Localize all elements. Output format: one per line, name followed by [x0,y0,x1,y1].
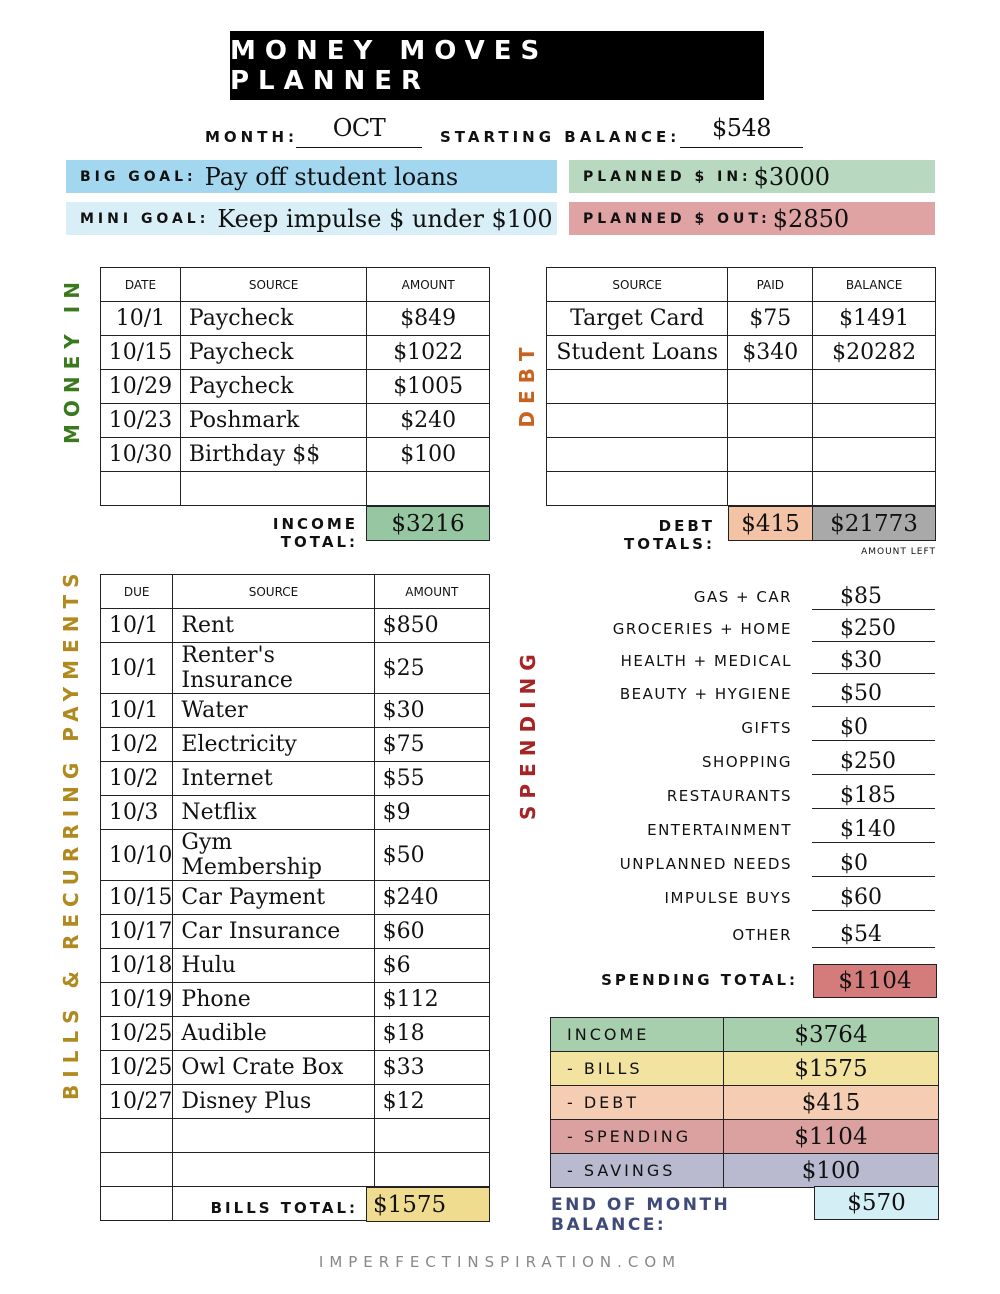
bills-header: DUE [101,575,173,609]
planned-in-label: PLANNED $ IN: [583,168,752,185]
bills-cell[interactable]: 10/3 [101,796,173,830]
bills-header: SOURCE [173,575,374,609]
summary-label: - BILLS [551,1052,724,1086]
summary-row [551,1018,939,1052]
starting-balance-value[interactable]: $548 [680,114,803,148]
table-row [547,438,936,472]
spending-item-amount[interactable]: $250 [812,749,935,775]
money-in-cell[interactable]: Paycheck [180,336,367,370]
bills-cell[interactable]: Car Payment [173,881,374,915]
debt-totals-label: DEBT TOTALS: [623,517,715,553]
summary-value[interactable]: $1575 [724,1052,939,1086]
money-in-cell[interactable]: Paycheck [180,302,367,336]
bills-cell[interactable]: 10/10 [101,830,173,881]
table-row [547,336,936,370]
money-in-header: SOURCE [180,268,367,302]
spending-item-name: HEALTH + MEDICAL [620,652,792,670]
bills-cell[interactable]: $75 [374,728,489,762]
summary-value[interactable]: $415 [724,1086,939,1120]
bills-cell[interactable]: Water [173,694,374,728]
debt-cell[interactable] [813,472,936,506]
bills-cell[interactable]: Phone [173,983,374,1017]
bills-cell[interactable]: Audible [173,1017,374,1051]
debt-cell[interactable] [813,438,936,472]
money-in-cell[interactable] [367,472,490,506]
debt-cell[interactable]: $340 [728,336,813,370]
money-in-cell[interactable] [180,472,367,506]
mini-goal-value[interactable]: Keep impulse $ under $100 [217,204,553,233]
table-row [101,728,490,762]
money-in-header: DATE [101,268,181,302]
bills-cell[interactable]: Electricity [173,728,374,762]
table-row [101,796,490,830]
debt-cell[interactable] [547,438,728,472]
table-row [101,1119,490,1153]
debt-paid-total[interactable]: $415 [728,506,813,541]
bills-cell[interactable]: 10/15 [101,881,173,915]
bills-cell[interactable]: $6 [374,949,489,983]
spending-item-amount[interactable]: $0 [812,715,935,741]
spending-item [560,881,935,911]
big-goal-band [66,160,557,193]
money-in-cell[interactable]: Paycheck [180,370,367,404]
bills-cell[interactable]: $12 [374,1085,489,1119]
bills-header: AMOUNT [374,575,489,609]
bills-cell[interactable]: $33 [374,1051,489,1085]
bills-cell[interactable]: 10/25 [101,1017,173,1051]
spending-item [560,580,935,610]
spending-item [560,813,935,843]
spending-item-amount[interactable]: $85 [812,584,935,610]
summary-row [551,1052,939,1086]
bills-cell[interactable]: 10/1 [101,609,173,643]
money-in-cell[interactable]: $1005 [367,370,490,404]
bills-cell[interactable]: 10/1 [101,694,173,728]
bills-cell[interactable]: Owl Crate Box [173,1051,374,1085]
bills-cell[interactable]: 10/2 [101,762,173,796]
planned-out-label: PLANNED $ OUT: [583,210,771,227]
planned-in-value[interactable]: $3000 [753,162,831,191]
debt-cell[interactable] [728,472,813,506]
debt-balance-total[interactable]: $21773 [812,506,936,541]
summary-table [550,1017,939,1188]
big-goal-value[interactable]: Pay off student loans [204,162,459,191]
planned-in-band [569,160,935,193]
table-row [547,370,936,404]
table-row [101,1153,490,1187]
debt-cell[interactable] [813,370,936,404]
bills-cell[interactable]: $60 [374,915,489,949]
table-header-row [101,268,490,302]
summary-value[interactable]: $100 [724,1154,939,1188]
summary-label: - SPENDING [551,1120,724,1154]
debt-header: BALANCE [813,268,936,302]
bills-cell[interactable]: 10/25 [101,1051,173,1085]
planned-out-band [569,202,935,235]
debt-cell[interactable]: $20282 [813,336,936,370]
bills-cell[interactable]: $18 [374,1017,489,1051]
table-row [101,609,490,643]
debt-cell[interactable] [547,370,728,404]
bills-cell[interactable]: Disney Plus [173,1085,374,1119]
spending-item [560,847,935,877]
spending-item-name: BEAUTY + HYGIENE [619,685,792,703]
table-row [101,404,490,438]
debt-section-label: DEBT [515,340,539,428]
spending-item [560,779,935,809]
summary-value[interactable]: $1104 [724,1120,939,1154]
table-row [101,983,490,1017]
income-total-label: INCOME TOTAL: [272,515,358,551]
mini-goal-band [66,202,557,235]
money-in-cell[interactable]: Poshmark [180,404,367,438]
month-value[interactable]: OCT [296,114,422,148]
money-in-cell[interactable]: $240 [367,404,490,438]
table-row [101,1017,490,1051]
table-row [101,1051,490,1085]
debt-cell[interactable] [728,404,813,438]
bills-cell[interactable]: Rent [173,609,374,643]
debt-cell[interactable] [728,370,813,404]
page-title: MONEY MOVES PLANNER [230,31,764,100]
spending-item-name: GAS + CAR [693,588,792,606]
bills-cell[interactable] [173,1119,374,1153]
debt-cell[interactable] [547,472,728,506]
spending-total-label: SPENDING TOTAL: [601,971,798,989]
debt-cell[interactable]: Target Card [547,302,728,336]
table-row [101,643,490,694]
debt-cell[interactable]: Student Loans [547,336,728,370]
big-goal-label: BIG GOAL: [80,168,197,185]
bills-cell[interactable] [374,1153,489,1187]
bills-cell[interactable]: $50 [374,830,489,881]
debt-cell[interactable]: $1491 [813,302,936,336]
money-in-cell[interactable] [101,472,181,506]
money-in-cell[interactable]: $100 [367,438,490,472]
bills-cell[interactable]: $112 [374,983,489,1017]
table-row [547,404,936,438]
spending-item-name: IMPULSE BUYS [664,889,792,907]
spending-item [560,644,935,674]
money-in-cell[interactable]: 10/15 [101,336,181,370]
money-in-cell[interactable]: $1022 [367,336,490,370]
money-in-header: AMOUNT [367,268,490,302]
spending-item-name: GIFTS [741,719,792,737]
spending-item-name: ENTERTAINMENT [647,821,792,839]
spending-section-label: SPENDING [516,647,540,820]
table-row [101,830,490,881]
debt-cell[interactable] [547,404,728,438]
table-row [101,302,490,336]
planned-out-value[interactable]: $2850 [772,204,850,233]
bills-cell[interactable]: $240 [374,881,489,915]
starting-balance-label: STARTING BALANCE: [440,128,681,146]
spending-item-amount[interactable]: $185 [812,783,935,809]
spending-item [560,677,935,707]
summary-value[interactable]: $3764 [724,1018,939,1052]
footer-website: IMPERFECTINSPIRATION.COM [318,1253,682,1271]
money-in-cell[interactable]: 10/29 [101,370,181,404]
spending-item [560,918,935,948]
table-row [101,336,490,370]
bills-table [100,574,490,1221]
spending-item-name: SHOPPING [702,753,792,771]
spending-item-name: UNPLANNED NEEDS [619,855,792,873]
money-in-cell[interactable]: 10/30 [101,438,181,472]
spending-item-amount[interactable]: $50 [812,681,935,707]
table-row [101,694,490,728]
summary-row [551,1120,939,1154]
bills-cell[interactable]: Internet [173,762,374,796]
debt-header: PAID [728,268,813,302]
money-in-cell[interactable]: $849 [367,302,490,336]
table-row [101,1085,490,1119]
end-of-month-balance-value[interactable]: $570 [814,1186,939,1220]
spending-item-amount[interactable]: $0 [812,851,935,877]
debt-header: SOURCE [547,268,728,302]
spending-item-amount[interactable]: $140 [812,817,935,843]
bills-cell[interactable] [101,1153,173,1187]
bills-cell[interactable]: Hulu [173,949,374,983]
spending-item [560,745,935,775]
bills-cell[interactable]: Renter's Insurance [173,643,374,694]
summary-label: - DEBT [551,1086,724,1120]
mini-goal-label: MINI GOAL: [80,210,210,227]
bills-cell[interactable]: 10/19 [101,983,173,1017]
end-of-month-balance-label: END OF MONTH BALANCE: [551,1195,731,1235]
table-row [101,472,490,506]
table-row [101,881,490,915]
bills-cell[interactable]: $850 [374,609,489,643]
table-row [101,438,490,472]
money-in-cell[interactable]: 10/23 [101,404,181,438]
bills-cell[interactable]: Netflix [173,796,374,830]
table-header-row [101,575,490,609]
money-in-cell[interactable]: 10/1 [101,302,181,336]
bills-cell[interactable] [173,1153,374,1187]
spending-total-value[interactable]: $1104 [813,964,937,998]
summary-label: - SAVINGS [551,1154,724,1188]
money-in-cell[interactable]: Birthday $$ [180,438,367,472]
bills-cell[interactable]: 10/17 [101,915,173,949]
bills-total-label: BILLS TOTAL: [210,1199,358,1217]
table-row [101,762,490,796]
bills-total-value[interactable]: $1575 [366,1187,490,1222]
table-row [101,370,490,404]
summary-row [551,1086,939,1120]
spending-item-amount[interactable]: $250 [812,616,935,642]
table-row [547,302,936,336]
spending-item [560,612,935,642]
bills-cell[interactable]: $9 [374,796,489,830]
bills-cell[interactable]: 10/27 [101,1085,173,1119]
table-row [101,949,490,983]
bills-cell[interactable] [101,1119,173,1153]
spending-item-name: RESTAURANTS [666,787,792,805]
spending-item-amount[interactable]: $54 [812,922,935,948]
bills-cell[interactable]: $30 [374,694,489,728]
spending-item-amount[interactable]: $60 [812,885,935,911]
income-total-value[interactable]: $3216 [366,506,490,541]
bills-cell[interactable]: $55 [374,762,489,796]
debt-cell[interactable] [728,438,813,472]
spending-item-name: OTHER [732,926,792,944]
spending-item-amount[interactable]: $30 [812,648,935,674]
bills-cell[interactable]: 10/1 [101,643,173,694]
bills-cell[interactable]: Gym Membership [173,830,374,881]
table-row [547,472,936,506]
spending-item [560,711,935,741]
bills-cell[interactable]: 10/18 [101,949,173,983]
bills-cell[interactable]: 10/2 [101,728,173,762]
bills-cell[interactable]: Car Insurance [173,915,374,949]
bills-cell[interactable] [101,1187,173,1221]
debt-cell[interactable]: $75 [728,302,813,336]
bills-cell[interactable] [374,1119,489,1153]
money-in-section-label: MONEY IN [60,275,84,444]
table-row [101,915,490,949]
spending-item-name: GROCERIES + HOME [612,620,792,638]
bills-section-label: BILLS & RECURRING PAYMENTS [59,566,83,1100]
debt-cell[interactable] [813,404,936,438]
debt-table [546,267,936,506]
table-header-row [547,268,936,302]
month-label: MONTH: [205,128,299,146]
money-in-table [100,267,490,506]
amount-left-label: AMOUNT LEFT [861,547,936,557]
summary-row [551,1154,939,1188]
bills-cell[interactable]: $25 [374,643,489,694]
summary-label: INCOME [551,1018,724,1052]
